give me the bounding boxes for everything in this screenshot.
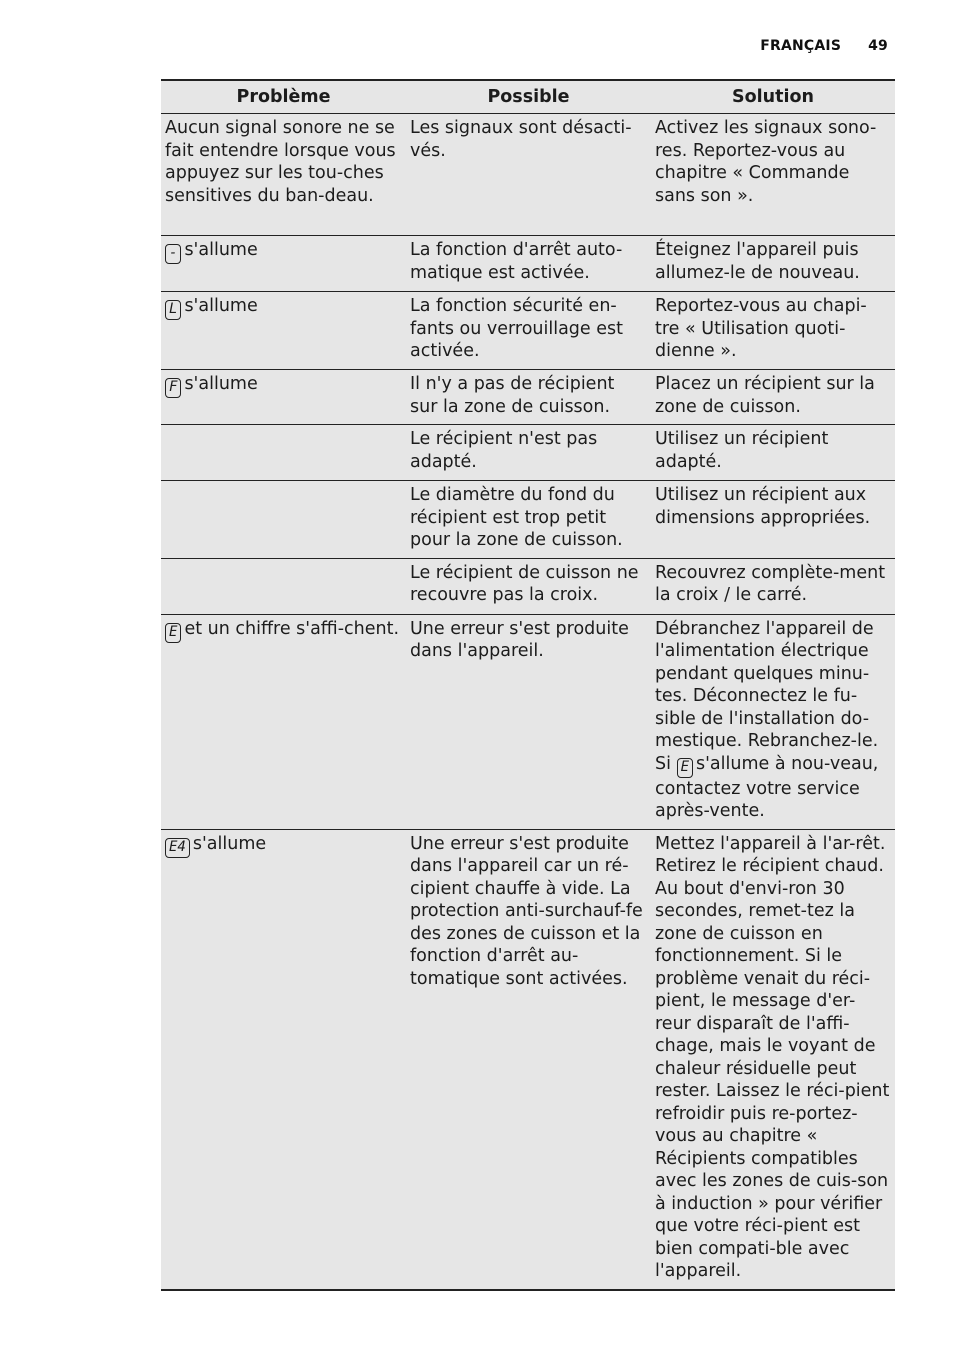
table-row — [161, 829, 895, 1290]
problem-cell — [161, 829, 406, 1290]
table-row — [161, 614, 895, 829]
problem-cell — [161, 370, 406, 425]
solution-cell: Mettez l'appareil à l'ar-rêt. Retirez le récipient chaud. Au bout d'envi-ron 30 secondes, remet-tez la zone de cuisson en fonctionnement. Si le problème venait du réci-pient, le message d'er-reur disparaît de l'affi-chage, mais le voyant de chaleur résiduelle peut rester. Laissez le réci-pient refroidir puis re-portez-vous au chapitre « Récipients compatibles avec les zones de cuis-son à induction » pour vérifier que votre réci-pient est bien compati-ble avec l'appareil. — [651, 829, 895, 1290]
solution-cell: Activez les signaux sono-res. Reportez-vous au chapitre « Commande sans son ». — [651, 114, 895, 236]
table-row — [161, 236, 895, 292]
table-row — [161, 558, 895, 614]
cause-cell: La fonction sécurité en-fants ou verrouillage est activée. — [406, 292, 651, 370]
table-row — [161, 292, 895, 370]
cause-cell: Les signaux sont désacti-vés. — [406, 114, 651, 236]
table-header-row — [161, 80, 895, 114]
table-row — [161, 114, 895, 236]
table-row — [161, 370, 895, 425]
problem-cell — [161, 558, 406, 614]
problem-text: et un chiffre s'affi-chent. — [184, 618, 400, 639]
problem-cell — [161, 114, 406, 236]
display-symbol-icon: E — [677, 758, 693, 778]
column-header-solution: Solution — [651, 80, 895, 114]
problem-text: s'allume — [184, 240, 258, 260]
solution-cell: Éteignez l'appareil puis allumez-le de nouveau. — [651, 236, 895, 292]
problem-cell — [161, 481, 406, 559]
display-symbol-icon: F — [165, 378, 181, 398]
solution-cell: Utilisez un récipient adapté. — [651, 425, 895, 481]
display-symbol-icon: E4 — [165, 838, 190, 858]
table-row — [161, 481, 895, 559]
page-header — [760, 38, 888, 54]
cause-cell: Le récipient n'est pas adapté. — [406, 425, 651, 481]
display-symbol-icon: - — [165, 244, 181, 264]
problem-cell — [161, 614, 406, 829]
column-header-problem: Problème — [161, 80, 406, 114]
cause-cell: La fonction d'arrêt auto-matique est activée. — [406, 236, 651, 292]
problem-text: s'allume — [184, 296, 258, 316]
problem-text: s'allume — [192, 833, 267, 854]
problem-text: s'allume — [184, 374, 258, 394]
problem-cell — [161, 236, 406, 292]
cause-cell: Une erreur s'est produite dans l'appareil. — [406, 614, 651, 829]
column-header-cause: Possible — [406, 80, 651, 114]
solution-cell: Placez un récipient sur la zone de cuisson. — [651, 370, 895, 425]
problem-cell — [161, 292, 406, 370]
solution-cell: Recouvrez complète-ment la croix / le carré. — [651, 558, 895, 614]
display-symbol-icon: E — [165, 623, 181, 643]
display-symbol-icon: L — [165, 300, 181, 320]
table-row — [161, 425, 895, 481]
cause-cell: Le diamètre du fond du récipient est trop petit pour la zone de cuisson. — [406, 481, 651, 559]
cause-cell: Il n'y a pas de récipient sur la zone de cuisson. — [406, 370, 651, 425]
solution-cell: Utilisez un récipient aux dimensions appropriées. — [651, 481, 895, 559]
page-number: 49 — [868, 38, 888, 54]
troubleshooting-table — [161, 79, 895, 1291]
problem-text: Aucun signal sonore ne se fait entendre lorsque vous appuyez sur les tou-ches sensitives du ban-deau. — [165, 118, 396, 206]
problem-cell — [161, 425, 406, 481]
section-label: FRANÇAIS — [760, 38, 842, 54]
solution-text-after: s'allume à nou-veau, contactez votre service après-vente. — [655, 753, 879, 821]
solution-cell — [651, 614, 895, 829]
solution-text-before: Débranchez l'appareil de l'alimentation électrique pendant quelques minu-tes. Déconnectez le fu-sible de l'installation do-mestique. Rebranchez-le. Si — [655, 618, 879, 774]
cause-cell: Une erreur s'est produite dans l'appareil car un ré-cipient chauffe à vide. La protection anti-surchauf-fe des zones de cuisson et la fonction d'arrêt au-tomatique sont activées. — [406, 829, 651, 1290]
cause-cell: Le récipient de cuisson ne recouvre pas la croix. — [406, 558, 651, 614]
solution-cell: Reportez-vous au chapi-tre « Utilisation quoti-dienne ». — [651, 292, 895, 370]
